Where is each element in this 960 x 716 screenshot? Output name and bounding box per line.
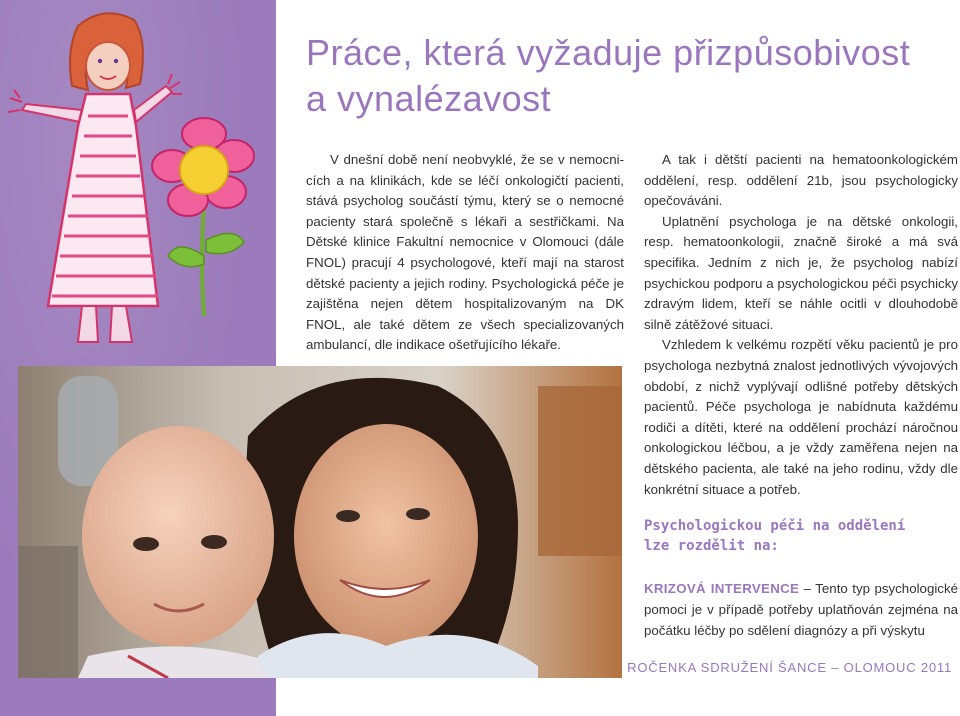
page-title [306, 30, 946, 122]
section-subheading [644, 516, 944, 556]
left-text-column [306, 150, 624, 356]
right-paragraph-3: Vzhledem k velkému rozpětí věku pacientů je pro psychologa nezbytná znalost jednotlivých vývojových období, z nichž vyplývají odlišné potřeby dětských pacientů. Péče psychologa je nabídnuta každému rodiči a dítěti, které na oddělení prochází náročnou onkologickou léčbou, a je vždy zaměřena nejen na dětského pacienta, ale také na jeho rodinu, vždy dle konkrétní situace a potřeb. [644, 337, 958, 497]
title-line-2: a vynalézavost [306, 78, 552, 119]
crisis-intervention-paragraph [644, 578, 958, 641]
right-text-column [644, 150, 958, 500]
left-paragraph-1: V dnešní době není neobvyklé, že se v nemocnicích a na klinikách, kde se léčí onkologičtí pacienti, stává psycholog součástí týmu, který se o nemocné pacienty stará společně s lékaři a sestřičkami. Na Dětské klinice Fakultní nemocnice v Olomouci (dále FNOL) pracují 4 psychologové, kteří mají na starost dětské pacienty a jejich rodiny. Psychologická péče je zajištěna nejen dětem hospitalizovaným na DK FNOL, ale také dětem ze všech specializovaných ambulancí, dle indikace ošetřujícího lékaře. [306, 152, 624, 353]
subheading-line-2: lze rozdělit na: [644, 538, 779, 554]
title-line-1: Práce, která vyžaduje přizpůsobivost [306, 32, 911, 73]
subheading-line-1: Psychologickou péči na oddělení [644, 518, 906, 534]
crisis-dash: – [799, 581, 816, 596]
photo-child-and-psychologist [18, 366, 622, 678]
child-drawing-illustration [8, 6, 270, 352]
crisis-intervention-text: Tento typ psychologické pomoci je v případě potřeby uplatňován zejména na počátku léčby po sdělení diagnózy a při výskytu [644, 581, 958, 638]
right-paragraph-1: A tak i dětští pacienti na hematoonkologickém oddělení, resp. oddělení 21b, jsou psychologicky opečováváni. [644, 152, 958, 209]
crisis-intervention-label: KRIZOVÁ INTERVENCE [644, 581, 800, 596]
footer-publication: ROČENKA SDRUŽENÍ ŠANCE – OLOMOUC 2011 [627, 660, 952, 675]
right-paragraph-2: Uplatnění psychologa je na dětské onkologii, resp. hematoonkologii, značně široké a má svá specifika. Jedním z nich je, že psycholog nabízí psychickou podporu a psychologickou péči psychicky zdravým lidem, kteří se náhle ocitli v dlouhodobě silně zátěžové situaci. [644, 213, 958, 332]
